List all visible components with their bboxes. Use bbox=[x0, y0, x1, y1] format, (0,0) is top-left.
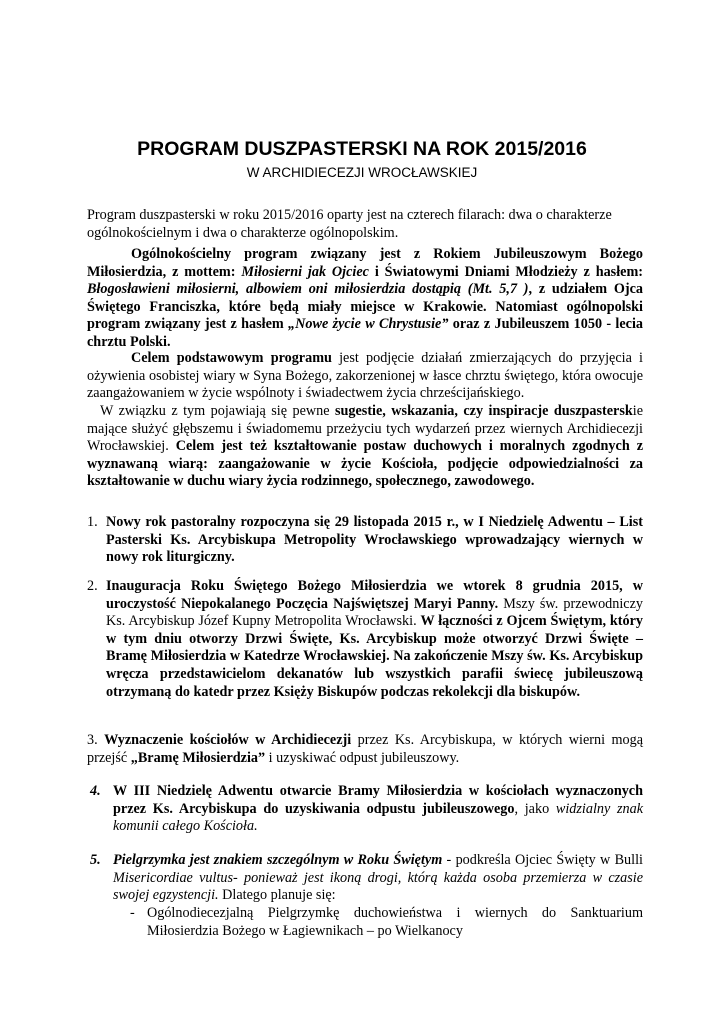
text-segment: Misericordiae vultus- ponieważ jest ikoną drogi, którą każda osoba przemierza w czasie swojej egzystencji. bbox=[113, 869, 643, 904]
text-segment: Nowy rok pastoralny rozpoczyna się 29 listopada 2015 r., w I Niedzielę Adwentu – List Pasterski Ks. Arcybiskupa Metropolity Wrocławskiego wprowadzający wiernych w nowy rok liturgiczny. bbox=[106, 514, 643, 566]
list-number bbox=[90, 783, 101, 801]
text-segment: sugestie, wskazania, czy inspiracje duszpastersk bbox=[335, 403, 633, 419]
list-item-4 bbox=[113, 783, 643, 836]
text-segment: Wyznaczenie kościołów w Archidiecezji bbox=[104, 732, 352, 748]
list-number-text: 5. bbox=[90, 852, 101, 868]
paragraph-program-goal bbox=[87, 350, 643, 403]
paragraph-suggestions bbox=[87, 403, 643, 491]
text-segment: Ogólnokościelny program związany jest z Rokiem Jubileuszowym Bożego Miłosierdzia, z mottem: bbox=[87, 246, 643, 280]
intro-paragraph: Program duszpasterski w roku 2015/2016 oparty jest na czterech filarach: dwa o charakterze ogólnokościelnym i dwa o charakterze ogólnopolskim. bbox=[87, 207, 612, 241]
text-segment: W związku z tym pojawiają się pewne bbox=[100, 403, 335, 419]
text-segment: jest podjęcie działań zmierzających do przyjęcia i ożywienia osobistej wiary w Syna Bożego, zakorzenionej w łasce chrztu świętego, która owocuje zaangażowaniem w życie wspólnoty i świadectwem życia chrześcijańskiego. bbox=[87, 350, 644, 402]
text-segment: przez Ks. Arcybiskupa, w których wierni mogą przejść bbox=[87, 732, 643, 766]
list-number: 3. bbox=[87, 732, 98, 748]
motto-text: Miłosierni jak Ojciec bbox=[241, 263, 369, 280]
list-number: 2. bbox=[87, 578, 98, 594]
sub-bullet-dash: - bbox=[130, 905, 135, 921]
list-number-text: 4. bbox=[90, 783, 101, 799]
text-segment: Celem podstawowym programu bbox=[131, 350, 332, 366]
text-segment: i Światowymi Dniami Młodzieży z hasłem: bbox=[368, 263, 643, 280]
list-item-3 bbox=[87, 732, 643, 767]
text-segment: Pielgrzymka jest znakiem szczególnym w Roku Świętym bbox=[113, 852, 443, 868]
text-segment: Dlatego planuje się: bbox=[218, 887, 336, 904]
list-number bbox=[90, 852, 101, 870]
polish-motto-text: „Nowe życie w Chrystusie” bbox=[288, 316, 449, 333]
list-item-5 bbox=[113, 852, 643, 905]
text-segment: i uzyskiwać odpust jubileuszowy. bbox=[265, 749, 460, 766]
text-segment: „Bramę Miłosierdzia” bbox=[130, 749, 266, 766]
page-subtitle: W ARCHIDIECEZJI WROCŁAWSKIEJ bbox=[246, 165, 478, 180]
text-segment: Celem jest też kształtowanie postaw duchowych i moralnych zgodnych z wyznawaną wiarą: zaangażowanie w życie Kościoła, podjęcie odpowiedzialności za kształtowanie w duchu wiary życia rodzinnego, społecznego, zawodowego. bbox=[87, 438, 643, 490]
text-segment: W łączności z Ojcem Świętym, który w tym dniu otworzy Drzwi Święte, Ks. Arcybiskup może otworzyć Drzwi Święte – Bramę Miłosierdzia w Katedrze Wrocławskiej. Na zakończenie Mszy św. Ks. Arcybiskup wręcza przedstawicielom dekanatów lub wszystkich parafii świecę jubileuszową otrzymaną do katedr przez Księży Biskupów podczas rekolekcji dla biskupów. bbox=[106, 613, 643, 700]
text-segment: Inauguracja Roku Świętego Bożego Miłosierdzia we wtorek 8 grudnia 2015, w uroczystość Niepokalanego Poczęcia Najświętszej Maryi Panny. bbox=[106, 578, 643, 612]
text-segment: , z udziałem Ojca Świętego Franciszka, które będą miały miejsce w Krakowie. Natomiast ogólnopolski program związany jest z hasłem bbox=[87, 281, 643, 333]
text-segment: oraz z Jubileuszem 1050 - lecia chrztu Polski. bbox=[87, 316, 643, 350]
text-segment: , jako bbox=[514, 800, 556, 817]
wyd-motto-text: Błogosławieni miłosierni, albowiem oni miłosierdzia dostąpią (Mt. 5,7 ) bbox=[87, 281, 529, 298]
text-segment: Mszy św. przewodniczy Ks. Arcybiskup Józef Kupny Metropolita Wrocławski. bbox=[106, 595, 643, 630]
list-number: 1. bbox=[87, 514, 98, 530]
text-segment: - podkreśla Ojciec Święty w Bulli bbox=[442, 852, 643, 868]
page-title: PROGRAM DUSZPASTERSKI NA ROK 2015/2016 bbox=[137, 138, 587, 160]
paragraph-general-program bbox=[87, 246, 643, 352]
text-segment: widzialny znak komunii całego Kościoła. bbox=[113, 800, 643, 835]
sub-list-item-1: Ogólnodiecezjalną Pielgrzymkę duchowieństwa i wiernych do Sanktuarium Miłosierdzia Bożego w Łagiewnikach – po Wielkanocy bbox=[147, 905, 643, 939]
text-segment: W III Niedzielę Adwentu otwarcie Bramy Miłosierdzia w kościołach wyznaczonych przez Ks. Arcybiskupa do uzyskiwania odpustu jubileuszowego bbox=[113, 783, 643, 817]
list-item-2 bbox=[106, 578, 643, 701]
text-segment: ie mające służyć głębszemu i świadomemu przeżyciu tych wydarzeń przez wiernych Archidiecezji Wrocławskiej. bbox=[87, 403, 643, 455]
list-item-1 bbox=[106, 514, 643, 567]
